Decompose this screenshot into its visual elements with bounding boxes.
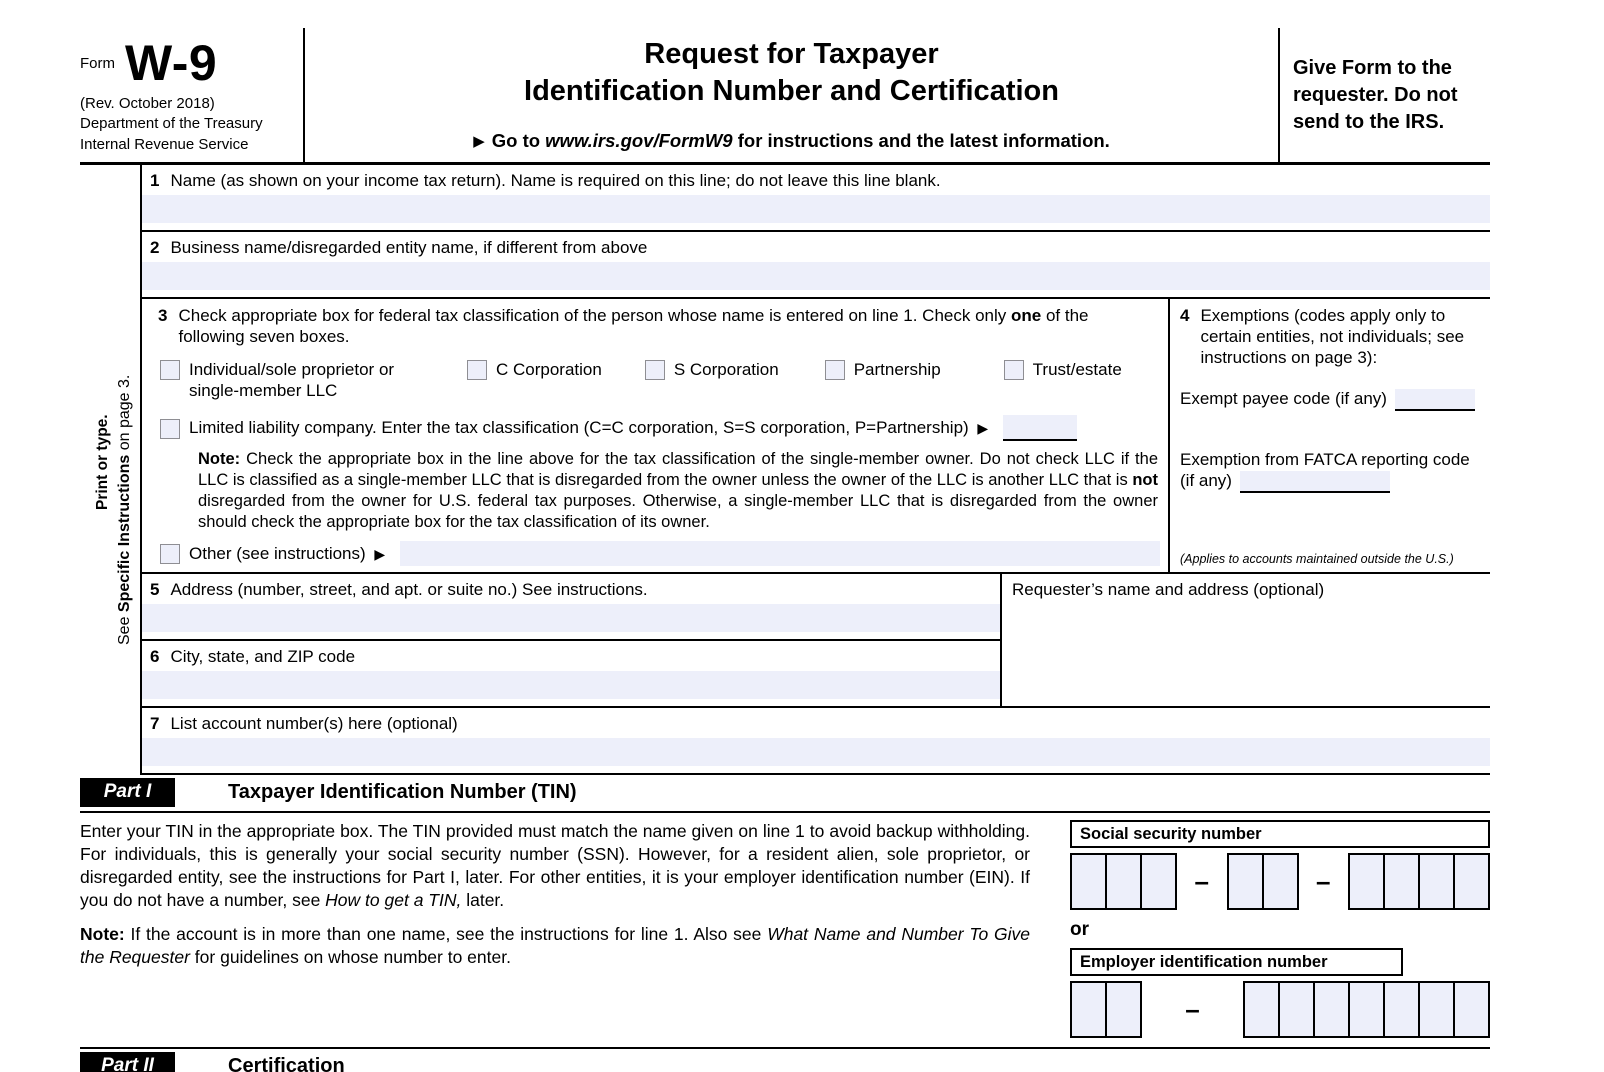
checkbox-individual[interactable]: [160, 360, 180, 380]
part1-content: [80, 813, 1490, 1047]
form-document: [80, 0, 1490, 1072]
llc-classification-input[interactable]: [1003, 415, 1077, 441]
form-title: Request for Taxpayer Identification Number and Certification: [524, 38, 1059, 107]
line-5-label: 5 Address (number, street, and apt. or suite no.) See instructions.: [150, 580, 648, 599]
digit-box[interactable]: [1105, 853, 1142, 910]
account-numbers-input[interactable]: [142, 738, 1490, 766]
form-revision: (Rev. October 2018): [80, 95, 215, 112]
digit-box[interactable]: [1383, 981, 1420, 1038]
form-body: [80, 165, 1490, 775]
line-number: 2: [150, 238, 160, 257]
line-6-label: 6 City, state, and ZIP code: [150, 647, 356, 666]
classification-exemptions-row: [142, 299, 1490, 574]
digit-box[interactable]: [1070, 853, 1107, 910]
requester-label: Requester’s name and address (optional): [1012, 580, 1325, 599]
part1-heading: [80, 775, 1490, 813]
line-number: 1: [150, 171, 160, 190]
fatca-line: Exemption from FATCA reporting code (if any): [1180, 449, 1480, 493]
part1-badge: Part I: [80, 778, 175, 807]
digit-box[interactable]: [1418, 981, 1455, 1038]
ein-digit-boxes: [1070, 981, 1490, 1038]
part2-title: Certification: [228, 1055, 345, 1072]
digit-box[interactable]: [1418, 853, 1455, 910]
line-7-label: 7 List account number(s) here (optional): [150, 714, 458, 733]
digit-box[interactable]: [1105, 981, 1142, 1038]
arrow-right-icon: ▶: [374, 545, 386, 562]
requester-notice: Give Form to the requester. Do not send to the IRS.: [1278, 28, 1490, 162]
service-line: Internal Revenue Service: [80, 136, 249, 153]
line-1-label: 1 Name (as shown on your income tax return). Name is required on this line; do not leave this line blank.: [150, 171, 941, 190]
ssn-digit-boxes: [1070, 853, 1490, 910]
tin-dash: –: [1185, 994, 1200, 1024]
tin-dash: –: [1316, 866, 1331, 896]
checkbox-llc[interactable]: [160, 419, 180, 439]
city-state-zip-input[interactable]: [142, 671, 1000, 699]
checkbox-other[interactable]: [160, 544, 180, 564]
applies-note: (Applies to accounts maintained outside the U.S.): [1180, 552, 1454, 566]
print-or-type-label: Print or type.: [94, 414, 111, 510]
form-id-block: [80, 28, 305, 162]
department-line: Department of the Treasury: [80, 115, 263, 132]
tin-entry-column: [1070, 820, 1490, 1038]
checkbox-s-corporation[interactable]: [645, 360, 665, 380]
form-number-line: [80, 34, 293, 92]
tin-note-paragraph: Note: If the account is in more than one name, see the instructions for line 1. Also see What Name and Number To Give the Requester for guidelines on whose number to enter.: [80, 924, 1030, 967]
line-number: 5: [150, 580, 160, 599]
fatca-code-input[interactable]: [1240, 471, 1390, 493]
part2-badge: Part II: [80, 1052, 175, 1072]
checkbox-c-corporation[interactable]: [467, 360, 487, 380]
digit-box[interactable]: [1278, 981, 1315, 1038]
digit-box[interactable]: [1453, 853, 1490, 910]
classification-option-other: Other (see instructions) ▶: [160, 541, 1160, 566]
name-input[interactable]: [142, 195, 1490, 223]
digit-box[interactable]: [1262, 853, 1299, 910]
address-requester-row: [142, 574, 1490, 708]
digit-box[interactable]: [1227, 853, 1264, 910]
classification-option-trust-estate: Trust/estate: [1004, 359, 1122, 401]
line-6-row: [142, 641, 1000, 706]
tax-classification-section: [142, 299, 1168, 572]
requester-name-address-box[interactable]: [1000, 574, 1490, 706]
part1-title: Taxpayer Identification Number (TIN): [228, 781, 577, 803]
digit-box[interactable]: [1453, 981, 1490, 1038]
exempt-payee-code-input[interactable]: [1395, 389, 1475, 411]
line-number: 6: [150, 647, 160, 666]
tin-instructions-paragraph: Enter your TIN in the appropriate box. The TIN provided must match the name given on line 1 to avoid backup withholding. For individuals, this is generally your social security number (SSN). However, for a resident alien, sole proprietor, or disregarded entity, see the instructions for Part I, later. For other entities, it is your employer identification number (EIN). If you do not have a number, see How to get a TIN, later.: [80, 821, 1030, 910]
line-number: 4: [1180, 306, 1190, 325]
digit-group: [1070, 981, 1142, 1038]
address-input[interactable]: [142, 604, 1000, 632]
see-instructions-label: See Specific Instructions on page 3.: [116, 374, 133, 645]
line-7-row: [142, 708, 1490, 775]
classification-option-individual: Individual/sole proprietor or single-member LLC: [160, 359, 427, 401]
digit-box[interactable]: [1070, 981, 1107, 1038]
exempt-payee-line: Exempt payee code (if any): [1180, 388, 1480, 411]
address-column: [142, 574, 1000, 706]
line-3-label: 3 Check appropriate box for federal tax classification of the person whose name is entered on line 1. Check only one of the following seven boxes.: [158, 306, 1089, 346]
classification-option-partnership: Partnership: [825, 359, 941, 401]
digit-box[interactable]: [1348, 853, 1385, 910]
part2-heading: [80, 1047, 1490, 1072]
form-fields-box: [140, 165, 1490, 775]
ssn-label-box: Social security number: [1070, 820, 1490, 848]
irs-url: www.irs.gov/FormW9: [545, 130, 733, 151]
digit-box[interactable]: [1243, 981, 1280, 1038]
business-name-input[interactable]: [142, 262, 1490, 290]
digit-box[interactable]: [1140, 853, 1177, 910]
line-number: 7: [150, 714, 160, 733]
checkbox-partnership[interactable]: [825, 360, 845, 380]
arrow-right-icon: ▶: [977, 420, 989, 436]
classification-option-c-corporation: C Corporation: [467, 359, 602, 401]
digit-group: [1243, 981, 1490, 1038]
left-rail: [80, 165, 140, 775]
tin-dash: –: [1194, 866, 1209, 896]
line-2-label: 2 Business name/disregarded entity name, if different from above: [150, 238, 648, 257]
digit-group: [1227, 853, 1299, 910]
form-number: W-9: [125, 35, 218, 91]
digit-box[interactable]: [1383, 853, 1420, 910]
digit-box[interactable]: [1348, 981, 1385, 1038]
goto-instructions-line: ▶ Go to www.irs.gov/FormW9 for instructions and the latest information.: [473, 130, 1110, 151]
ein-label-box: Employer identification number: [1070, 948, 1403, 976]
tin-instructions: [80, 820, 1030, 1038]
digit-group: [1348, 853, 1490, 910]
classification-option-s-corporation: S Corporation: [645, 359, 779, 401]
line-2-row: [142, 232, 1490, 299]
form-header: [80, 28, 1490, 165]
classification-checkbox-row: [150, 359, 1160, 401]
other-classification-input[interactable]: [400, 541, 1160, 566]
form-word: Form: [80, 54, 115, 72]
classification-option-llc: Limited liability company. Enter the tax classification (C=C corporation, S=S corporation, P=Partnership) ▶: [160, 415, 1160, 441]
line-1-row: [142, 165, 1490, 232]
llc-note: Note: Check the appropriate box in the line above for the tax classification of the single-member owner. Do not check LLC if the LLC is classified as a single-member LLC that is disregarded from the owner unless the owner of the LLC is another LLC that is not disregarded from the owner for U.S. federal tax purposes. Otherwise, a single-member LLC that is disregarded from the owner should check the appropriate box for the tax classification of its owner.: [198, 450, 1158, 531]
checkbox-trust-estate[interactable]: [1004, 360, 1024, 380]
arrow-right-icon: ▶: [473, 133, 485, 150]
form-title-block: [305, 28, 1278, 162]
line-5-row: [142, 574, 1000, 641]
or-label: or: [1070, 919, 1089, 940]
digit-group: [1070, 853, 1177, 910]
line-number: 3: [158, 306, 168, 325]
line-4-label: 4 Exemptions (codes apply only to certain entities, not individuals; see instructions on page 3):: [1180, 306, 1465, 367]
exemptions-section: [1168, 299, 1490, 572]
digit-box[interactable]: [1313, 981, 1350, 1038]
